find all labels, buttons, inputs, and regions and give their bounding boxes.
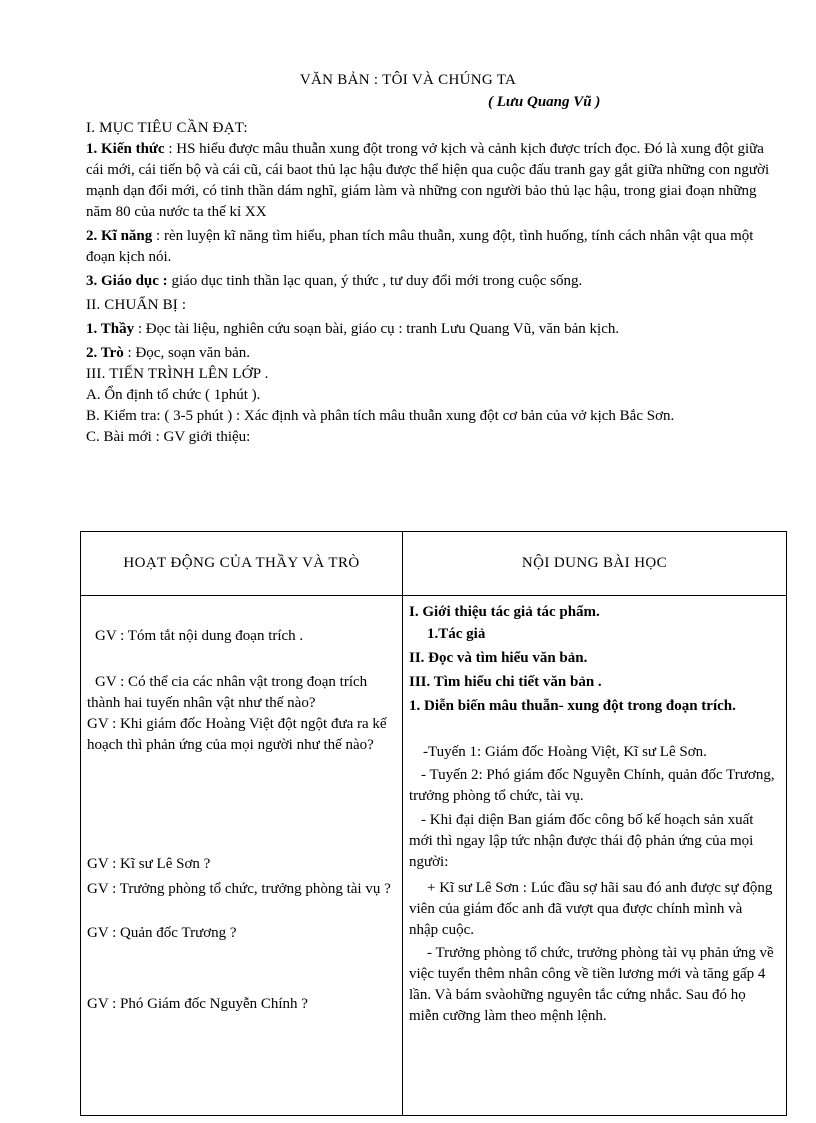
lesson-table [80, 531, 787, 1116]
header-lesson-content: NỘI DUNG BÀI HỌC [403, 532, 787, 596]
education-text: giáo dục tinh thần lạc quan, ý thức , tư duy đổi mới trong cuộc sống. [167, 273, 583, 289]
content-subheading: 1.Tác giả [427, 626, 486, 642]
content-paragraph: - Tuyến 2: Phó giám đốc Nguyễn Chính, quản đốc Trương, trưởng phòng tổ chức, tài vụ. [409, 767, 775, 804]
teacher-paragraph [86, 319, 782, 340]
activity-item: GV : Tóm tắt nội dung đoạn trích . [95, 628, 304, 644]
knowledge-paragraph [86, 139, 782, 223]
activity-item: GV : Có thể cia các nhân vật trong đoạn trích thành hai tuyến nhân vật như thế nào? [87, 674, 368, 711]
section-heading-preparation: II. CHUẨN BỊ : [86, 297, 187, 313]
content-heading: 1. Diễn biến mâu thuẫn- xung đột trong đoạn trích. [409, 698, 736, 714]
section-heading-objectives: I. MỤC TIÊU CẦN ĐẠT: [86, 120, 248, 136]
content-heading: I. Giới thiệu tác giả tác phẩm. [409, 604, 600, 620]
skill-text: : rèn luyện kĩ năng tìm hiểu, phan tích mâu thuẫn, xung đột, tình huống, tính cách nhân vật qua một đoạn kịch nói. [86, 228, 754, 265]
procedure-step-a: A. Ổn định tổ chức ( 1phút ). [86, 387, 261, 403]
lesson-content-cell [403, 596, 787, 1116]
header-activities: HOẠT ĐỘNG CỦA THẦY VÀ TRÒ [81, 532, 403, 596]
teacher-text: : Đọc tài liệu, nghiên cứu soạn bài, giáo cụ : tranh Lưu Quang Vũ, văn bản kịch. [134, 321, 620, 337]
activity-item: GV : Kĩ sư Lê Sơn ? [87, 856, 211, 872]
content-heading: II. Đọc và tìm hiểu văn bản. [409, 650, 588, 666]
skill-paragraph [86, 226, 782, 268]
content-paragraph: -Tuyến 1: Giám đốc Hoàng Việt, Kĩ sư Lê Sơn. [423, 744, 707, 760]
education-label: 3. Giáo dục : [86, 273, 168, 289]
student-paragraph [86, 343, 782, 364]
document-title: VĂN BẢN : TÔI VÀ CHÚNG TA [299, 72, 517, 88]
knowledge-text: : HS hiểu được mâu thuẫn xung đột trong vở kịch và cảnh kịch được trích đọc. Đó là xung đột giữa cái mới, cái tiến bộ và cái cũ, cái baot thủ lạc hậu được thể hiện qua cuộc đấu tranh gay gắt giữa những con người mạnh dạn đổi mới, có tinh thần dám nghĩ, giám làm và những con người bảo thủ lạc hậu, trong giai đoạn những năm 80 của nước ta thế kỉ XX [86, 141, 770, 220]
content-paragraph: - Khi đại diện Ban giám đốc công bố kế hoạch sản xuất mới thì ngay lập tức nhận được thái độ phản ứng của mọi người: [409, 812, 754, 870]
education-paragraph [86, 271, 782, 292]
activity-item: GV : Khi giám đốc Hoàng Việt đột ngột đưa ra kế hoạch thì phản ứng của mọi người như thế nào? [87, 716, 387, 753]
section-heading-procedure: III. TIẾN TRÌNH LÊN LỚP . [86, 366, 269, 382]
table-row [81, 596, 787, 1116]
author-name: ( Lưu Quang Vũ ) [488, 94, 601, 110]
content-heading: III. Tìm hiểu chi tiết văn bản . [409, 674, 602, 690]
activity-item: GV : Phó Giám đốc Nguyễn Chính ? [87, 996, 308, 1012]
teacher-label: 1. Thầy [86, 321, 135, 337]
knowledge-label: 1. Kiến thức [86, 141, 165, 157]
procedure-step-c: C. Bài mới : GV giới thiệu: [86, 429, 251, 445]
lesson-objectives [86, 118, 782, 448]
activity-item: GV : Trưởng phòng tổ chức, trưởng phòng tài vụ ? [87, 881, 391, 897]
procedure-step-b: B. Kiểm tra: ( 3-5 phút ) : Xác định và phân tích mâu thuẫn xung đột cơ bản của vở kịch Bắc Sơn. [86, 408, 675, 424]
student-text: : Đọc, soạn văn bản. [123, 345, 250, 361]
activities-cell [81, 596, 403, 1116]
skill-label: 2. Kĩ năng [86, 228, 153, 244]
content-paragraph: + Kĩ sư Lê Sơn : Lúc đầu sợ hãi sau đó anh được sự động viên của giám đốc anh đã vượt qua được chính mình và nhập cuộc. [409, 880, 773, 938]
table-header-row [81, 532, 787, 596]
student-label: 2. Trò [86, 345, 124, 361]
content-paragraph: - Trưởng phòng tổ chức, trưởng phòng tài vụ phản ứng về việc tuyển thêm nhân công về tiền lương mới và tăng gấp 4 lần. Và bám svàohững nguyên tắc cứng nhắc. Sau đó họ miễn cưỡng làm theo mệnh lệnh. [409, 945, 774, 1024]
activity-item: GV : Quản đốc Trương ? [87, 925, 237, 941]
